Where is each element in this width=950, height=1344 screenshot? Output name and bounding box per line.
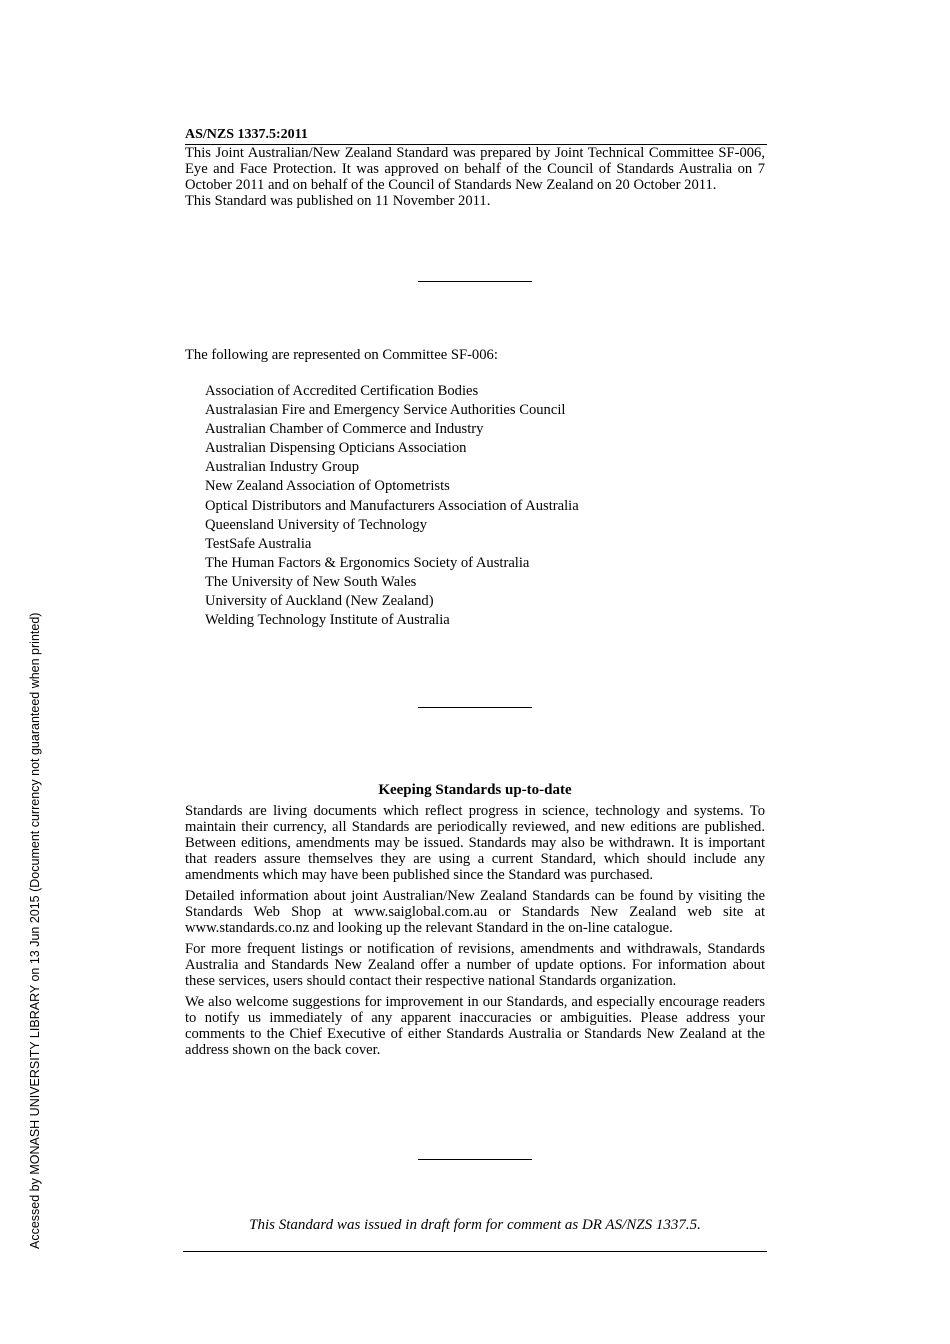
access-watermark-note: Accessed by MONASH UNIVERSITY LIBRARY on 13 Jun 2015 (Document currency not guaranteed when printed)	[28, 612, 42, 1249]
list-item: Australian Chamber of Commerce and Industry	[205, 421, 484, 438]
committee-member-list	[205, 382, 579, 630]
preparation-paragraph: This Joint Australian/New Zealand Standard was prepared by Joint Technical Committee SF-006, Eye and Face Protection. It was approved on behalf of the Council of Standards Australia on 7 October 2011 and on behalf of the Council of Standards New Zealand on 20 October 2011.	[185, 145, 765, 193]
list-item: The University of New South Wales	[205, 573, 417, 590]
list-item: The Human Factors & Ergonomics Society of Australia	[205, 554, 530, 571]
committee-intro: The following are represented on Committee SF-006:	[185, 347, 498, 363]
keeping-paragraph: We also welcome suggestions for improvement in our Standards, and especially encourage readers to notify us immediately of any apparent inaccuracies or ambiguities. Please address your comments to the Chief Executive of either Standards Australia or Standards New Zealand at the address shown on the back cover.	[185, 994, 765, 1058]
keeping-standards-heading: Keeping Standards up-to-date	[378, 782, 572, 798]
keeping-standards-body	[185, 803, 765, 1063]
draft-form-note: This Standard was issued in draft form for comment as DR AS/NZS 1337.5.	[249, 1217, 701, 1233]
section-divider-3	[418, 1159, 532, 1160]
list-item: Welding Technology Institute of Australia	[205, 612, 450, 629]
list-item: Australasian Fire and Emergency Service Authorities Council	[205, 402, 566, 419]
list-item: TestSafe Australia	[205, 535, 312, 552]
preparation-section	[185, 145, 765, 209]
list-item: Australian Dispensing Opticians Association	[205, 440, 467, 457]
list-item: New Zealand Association of Optometrists	[205, 478, 450, 495]
keeping-paragraph: Detailed information about joint Australian/New Zealand Standards can be found by visiting the Standards Web Shop at www.saiglobal.com.au or Standards New Zealand web site at www.standards.co.nz and looking up the relevant Standard in the on-line catalogue.	[185, 888, 765, 936]
list-item: Queensland University of Technology	[205, 516, 428, 533]
section-divider-2	[418, 707, 532, 708]
keeping-paragraph: For more frequent listings or notification of revisions, amendments and withdrawals, Standards Australia and Standards New Zealand offer a number of update options. For information about these services, users should contact their respective national Standards organization.	[185, 941, 765, 989]
list-item: Optical Distributors and Manufacturers Association of Australia	[205, 497, 579, 514]
section-divider-1	[418, 281, 532, 282]
keeping-paragraph: Standards are living documents which reflect progress in science, technology and systems. To maintain their currency, all Standards are periodically reviewed, and new editions are published. Between editions, amendments may be issued. Standards may also be withdrawn. It is important that readers assure themselves they are using a current Standard, which should include any amendments which may have been published since the Standard was purchased.	[185, 803, 765, 883]
list-item: Association of Accredited Certification Bodies	[205, 383, 479, 399]
list-item: University of Auckland (New Zealand)	[205, 593, 434, 610]
footer-rule	[183, 1251, 767, 1252]
standard-number: AS/NZS 1337.5:2011	[185, 127, 308, 142]
publication-date: This Standard was published on 11 November 2011.	[185, 193, 491, 209]
list-item: Australian Industry Group	[205, 459, 360, 476]
